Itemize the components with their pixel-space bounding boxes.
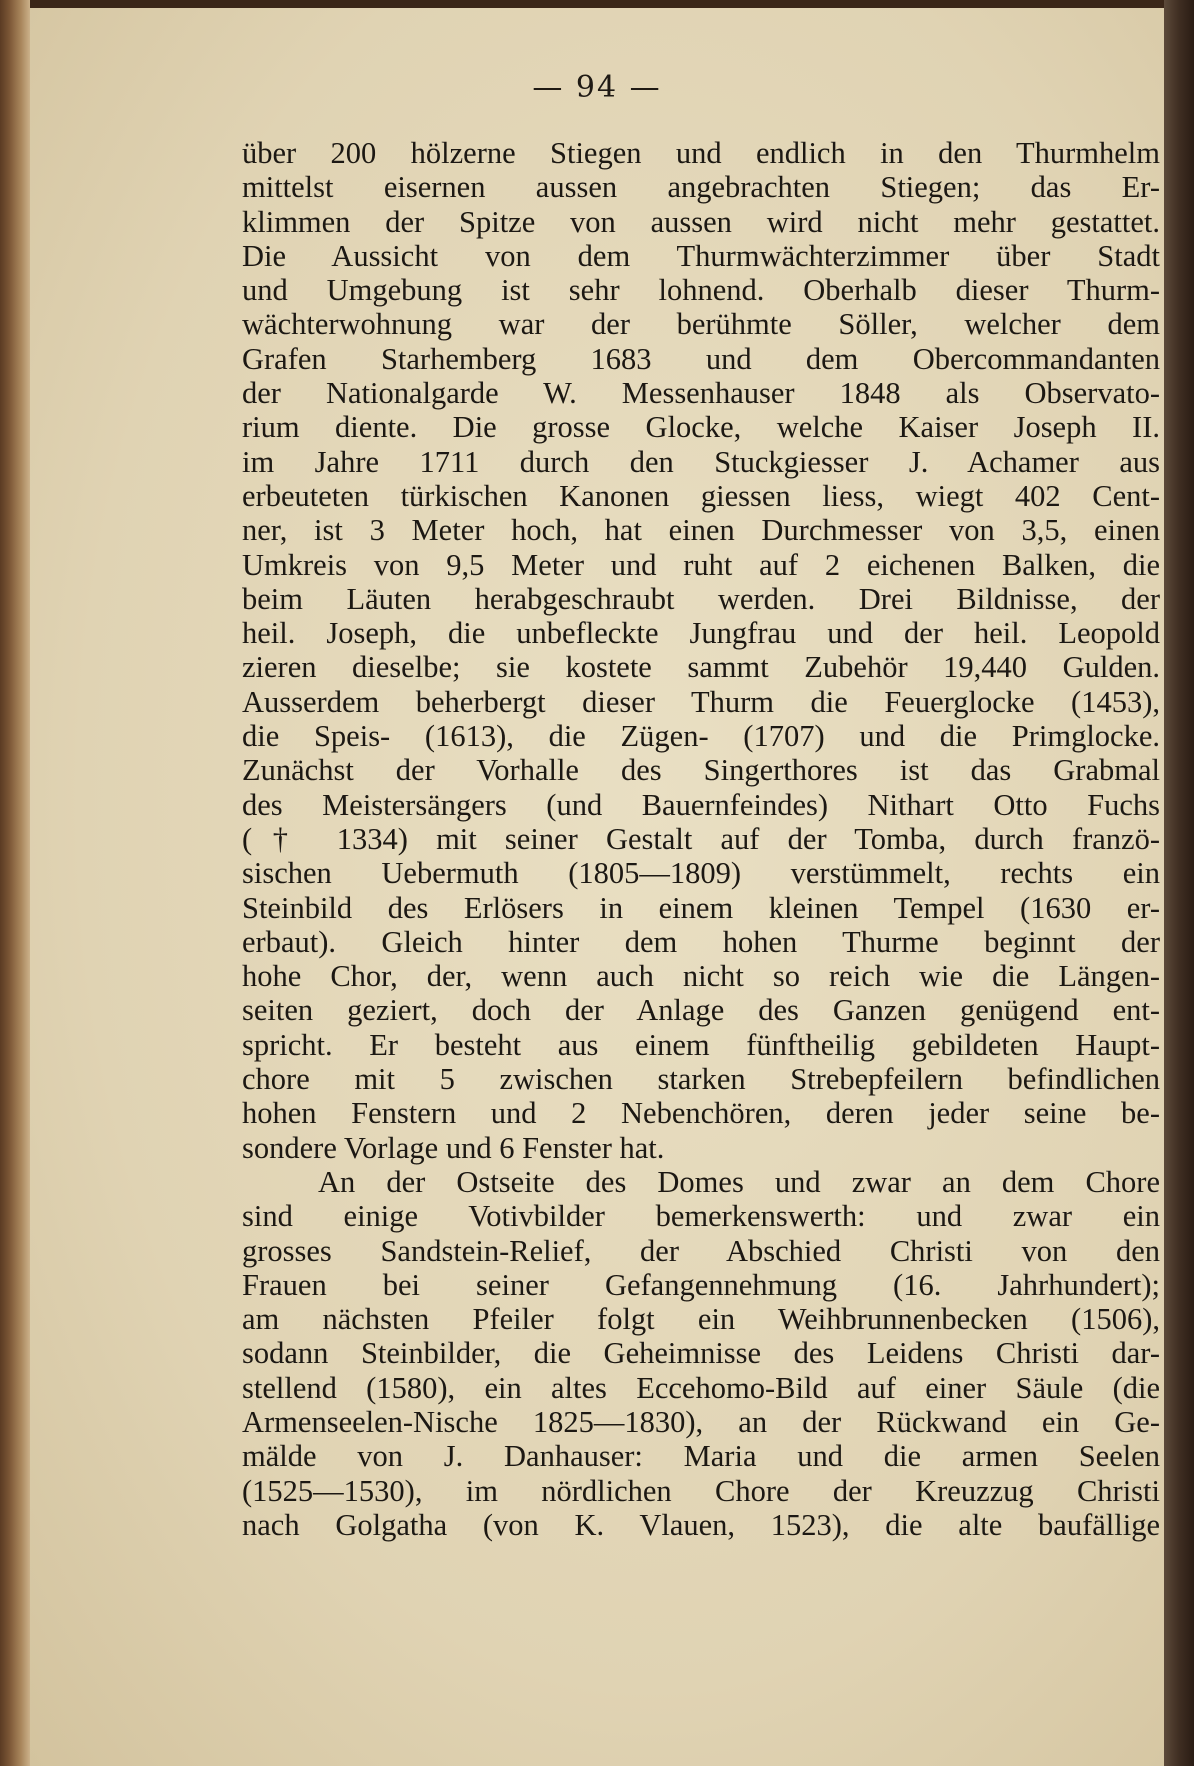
text-line: und Umgebung ist sehr lohnend. Oberhalb dieser Thurm- xyxy=(242,273,1160,308)
book-edge-right xyxy=(1164,0,1194,1766)
text-line: zieren dieselbe; sie kostete sammt Zubehör 19,440 Gulden. xyxy=(242,650,1160,685)
text-line: Frauen bei seiner Gefangennehmung (16. Jahrhundert); xyxy=(242,1267,1160,1302)
text-line: wächterwohnung war der berühmte Söller, welcher dem xyxy=(242,307,1160,342)
text-line: sischen Uebermuth (1805—1809) verstümmelt, rechts ein xyxy=(242,856,1160,891)
text-line: am nächsten Pfeiler folgt ein Weihbrunnenbecken (1506), xyxy=(242,1302,1160,1337)
text-line: seiten geziert, doch der Anlage des Ganzen genügend ent- xyxy=(242,993,1160,1028)
body-text xyxy=(242,136,1160,1542)
text-line: sind einige Votivbilder bemerkenswerth: und zwar ein xyxy=(242,1199,1160,1234)
text-line: Umkreis von 9,5 Meter und ruht auf 2 eichenen Balken, die xyxy=(242,547,1160,582)
text-line: erbeuteten türkischen Kanonen giessen liess, wiegt 402 Cent- xyxy=(242,478,1160,513)
text-line: sodann Steinbilder, die Geheimnisse des Leidens Christi dar- xyxy=(242,1336,1160,1371)
text-line: ner, ist 3 Meter hoch, hat einen Durchmesser von 3,5, einen xyxy=(242,513,1160,548)
text-line: beim Läuten herabgeschraubt werden. Drei Bildnisse, der xyxy=(242,581,1160,616)
text-line: erbaut). Gleich hinter dem hohen Thurme beginnt der xyxy=(242,924,1160,959)
text-line: die Speis- (1613), die Zügen- (1707) und die Primglocke. xyxy=(242,719,1160,754)
paragraph-last-line: sondere Vorlage und 6 Fenster hat. xyxy=(242,1130,665,1165)
text-line: mälde von J. Danhauser: Maria und die armen Seelen xyxy=(242,1439,1160,1474)
text-line: spricht. Er besteht aus einem fünftheilig gebildeten Haupt- xyxy=(242,1027,1160,1062)
text-line: hohen Fenstern und 2 Nebenchören, deren jeder seine be- xyxy=(242,1096,1160,1131)
paragraph-first-line: An der Ostseite des Domes und zwar an dem Chore xyxy=(318,1164,1160,1199)
text-line: grosses Sandstein-Relief, der Abschied Christi von den xyxy=(242,1233,1160,1268)
text-line: rium diente. Die grosse Glocke, welche Kaiser Joseph II. xyxy=(242,410,1160,445)
text-line: heil. Joseph, die unbefleckte Jungfrau und der heil. Leopold xyxy=(242,616,1160,651)
text-line: (1525—1530), im nördlichen Chore der Kreuzzug Christi xyxy=(242,1473,1160,1508)
text-line: Grafen Starhemberg 1683 und dem Obercommandanten xyxy=(242,341,1160,376)
paper-page xyxy=(30,8,1164,1766)
text-line: stellend (1580), ein altes Eccehomo-Bild auf einer Säule (die xyxy=(242,1370,1160,1405)
text-line: Steinbild des Erlösers in einem kleinen Tempel (1630 er- xyxy=(242,890,1160,925)
text-line: der Nationalgarde W. Messenhauser 1848 als Observato- xyxy=(242,376,1160,411)
text-line: über 200 hölzerne Stiegen und endlich in den Thurmhelm xyxy=(242,136,1160,170)
text-line: Die Aussicht von dem Thurmwächterzimmer über Stadt xyxy=(242,238,1160,273)
text-line: Armenseelen-Nische 1825—1830), an der Rückwand ein Ge- xyxy=(242,1404,1160,1439)
text-line: nach Golgatha (von K. Vlauen, 1523), die alte baufällige xyxy=(242,1507,1160,1542)
text-line: Ausserdem beherbergt dieser Thurm die Feuerglocke (1453), xyxy=(242,684,1160,719)
text-line: Zunächst der Vorhalle des Singerthores ist das Grabmal xyxy=(242,753,1160,788)
book-binding-left xyxy=(0,0,30,1766)
text-line: chore mit 5 zwischen starken Strebepfeilern befindlichen xyxy=(242,1062,1160,1097)
text-line: im Jahre 1711 durch den Stuckgiesser J. Achamer aus xyxy=(242,444,1160,479)
text-line: hohe Chor, der, wenn auch nicht so reich wie die Längen- xyxy=(242,959,1160,994)
text-line: mittelst eisernen aussen angebrachten Stiegen; das Er- xyxy=(242,170,1160,205)
text-line: klimmen der Spitze von aussen wird nicht mehr gestattet. xyxy=(242,204,1160,239)
text-line: († 1334) mit seiner Gestalt auf der Tomba, durch franzö- xyxy=(242,821,1160,856)
text-line: des Meistersängers (und Bauernfeindes) Nithart Otto Fuchs xyxy=(242,787,1160,822)
page-number: — 94 — xyxy=(532,70,662,105)
